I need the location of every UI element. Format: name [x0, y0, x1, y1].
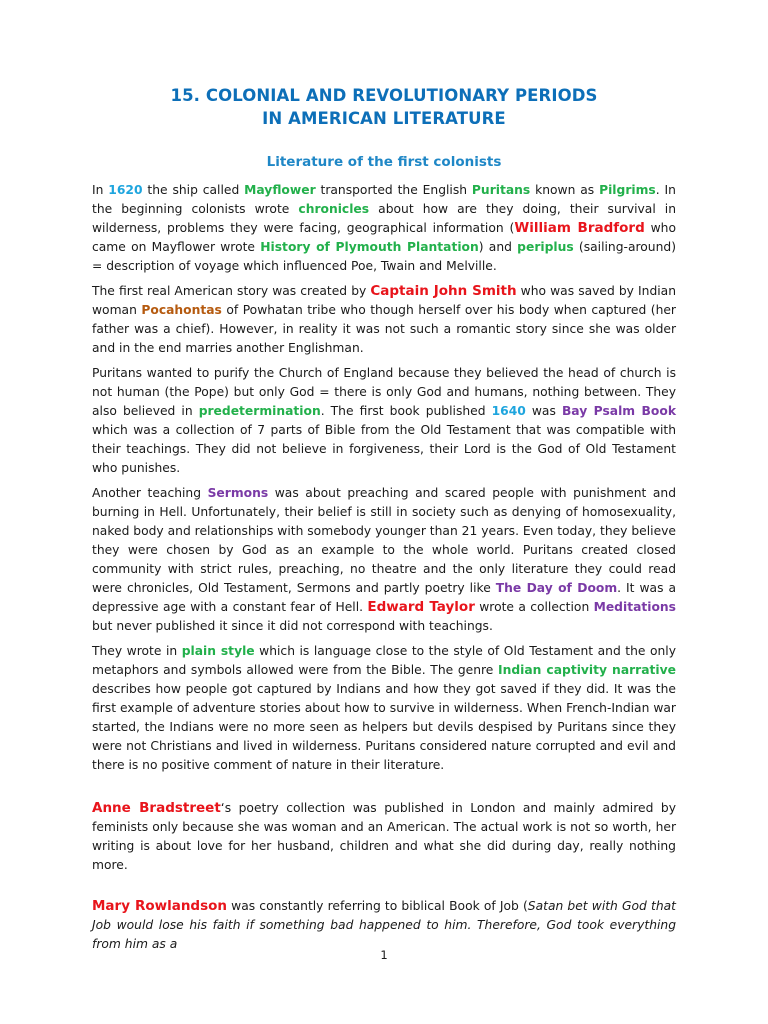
text: (sailing-around) = description of voyage which influenced Poe, Twain and Melville. [92, 240, 676, 273]
text: ) and [478, 240, 518, 254]
text: transported the English [315, 183, 472, 197]
text: In [92, 183, 109, 197]
term-predetermination: predetermination [198, 404, 321, 418]
text: . In the beginning colonists wrote [92, 183, 676, 216]
text: known as [530, 183, 600, 197]
work-bay-psalm-book: Bay Psalm Book [561, 404, 676, 418]
author-john-smith: Captain John Smith [370, 283, 517, 299]
person-pocahontas: Pocahontas [141, 303, 222, 317]
text: which was a collection of 7 parts of Bible from the Old Testament that was compatible with their teachings. They did not believe in forgiveness, their Lord is the God of Old Testament who punishes. [92, 423, 676, 475]
text: describes how people got captured by Indians and how they got saved if they did. It was the first example of adventure stories about how to survive in wilderness. When French-Indian war started, the Indians were no more seen as helpers but devils despised by Puritans since they were not Christians and lived in wilderness. Puritans considered nature corrupted and evil and there is no positive comment of nature in their literature. [92, 682, 676, 772]
term-puritans: Puritans [471, 183, 531, 197]
author-william-bradford: William Bradford [514, 220, 645, 236]
text: of Powhatan tribe who though herself over his body when captured (her father was a chief). However, in reality it was not such a romantic story since she was older and in the end marries another Englishman. [92, 303, 676, 355]
text: was about preaching and scared people with punishment and burning in Hell. Unfortunately, their belief is still in society such as denying of homosexuality, naked body and relationships with somebody younger than 21 years. Even today, they believe they were chosen by God as an example to the whole world. Puritans created closed community with strict rules, preaching, no theatre and the only literature they could read were chronicles, Old Testament, Sermons and partly poetry like [92, 486, 676, 595]
text: Another teaching [92, 486, 208, 500]
section-subtitle: Literature of the first colonists [266, 154, 502, 170]
year-1620: 1620 [108, 183, 143, 197]
text: The first real American story was created by [92, 284, 371, 298]
text: . It was a depressive age with a constant fear of Hell. [92, 581, 676, 614]
page-number: 1 [380, 948, 388, 962]
author-edward-taylor: Edward Taylor [367, 599, 475, 615]
work-plymouth-plantation: History of Plymouth Plantation [260, 240, 479, 254]
text: who came on Mayflower wrote [92, 221, 676, 254]
term-pilgrims: Pilgrims [599, 183, 656, 197]
paragraph-plain-style [92, 642, 676, 775]
text: about how are they doing, their survival in wilderness, problems they were facing, geographical information ( [92, 202, 676, 235]
italic-quote: Satan bet with God that Job would lose his faith if something bad happened to him. Therefore, God took everything from him as a [92, 899, 676, 951]
title-line-1: 15. COLONIAL AND REVOLUTIONARY PERIODS [170, 86, 598, 105]
text: the ship called [142, 183, 245, 197]
year-1640: 1640 [491, 404, 526, 418]
paragraph-puritan-beliefs [92, 364, 676, 478]
title-line-2: IN AMERICAN LITERATURE [262, 109, 506, 128]
paragraph-john-smith [92, 282, 676, 358]
text: . The first book published [320, 404, 492, 418]
term-mayflower: Mayflower [244, 183, 316, 197]
term-periplus: periplus [517, 240, 574, 254]
text: but never published it since it did not correspond with teachings. [92, 619, 493, 633]
term-chronicles: chronicles [298, 202, 370, 216]
text: ‘s poetry collection was published in London and mainly admired by feminists only because she was woman and an American. The actual work is not so worth, her writing is about love for her husband, children and what she did during day, really nothing more. [92, 801, 676, 872]
document-page [92, 84, 676, 960]
author-mary-rowlandson: Mary Rowlandson [92, 898, 228, 914]
work-day-of-doom: The Day of Doom [495, 581, 618, 595]
paragraph-anne-bradstreet [92, 799, 676, 875]
text: who was saved by Indian woman [92, 284, 677, 317]
term-captivity-narrative: Indian captivity narrative [498, 663, 676, 677]
work-meditations: Meditations [593, 600, 676, 614]
text: They wrote in [92, 644, 182, 658]
text: was constantly referring to biblical Book of Job ( [227, 899, 528, 913]
paragraph-sermons [92, 484, 676, 636]
work-sermons: Sermons [207, 486, 269, 500]
text: which is language close to the style of Old Testament and the only metaphors and symbols allowed were from the Bible. The genre [92, 644, 676, 677]
text: Puritans wanted to purify the Church of England because they believed the head of church is not human (the Pope) but only God = there is only God and humans, nothing between. They also believed in [92, 366, 676, 418]
author-anne-bradstreet: Anne Bradstreet [92, 800, 221, 816]
paragraph-mary-rowlandson [92, 897, 676, 954]
paragraph-first-colonists [92, 181, 676, 276]
text: was [525, 404, 562, 418]
text: wrote a collection [474, 600, 594, 614]
document-title [92, 84, 676, 130]
term-plain-style: plain style [181, 644, 255, 658]
